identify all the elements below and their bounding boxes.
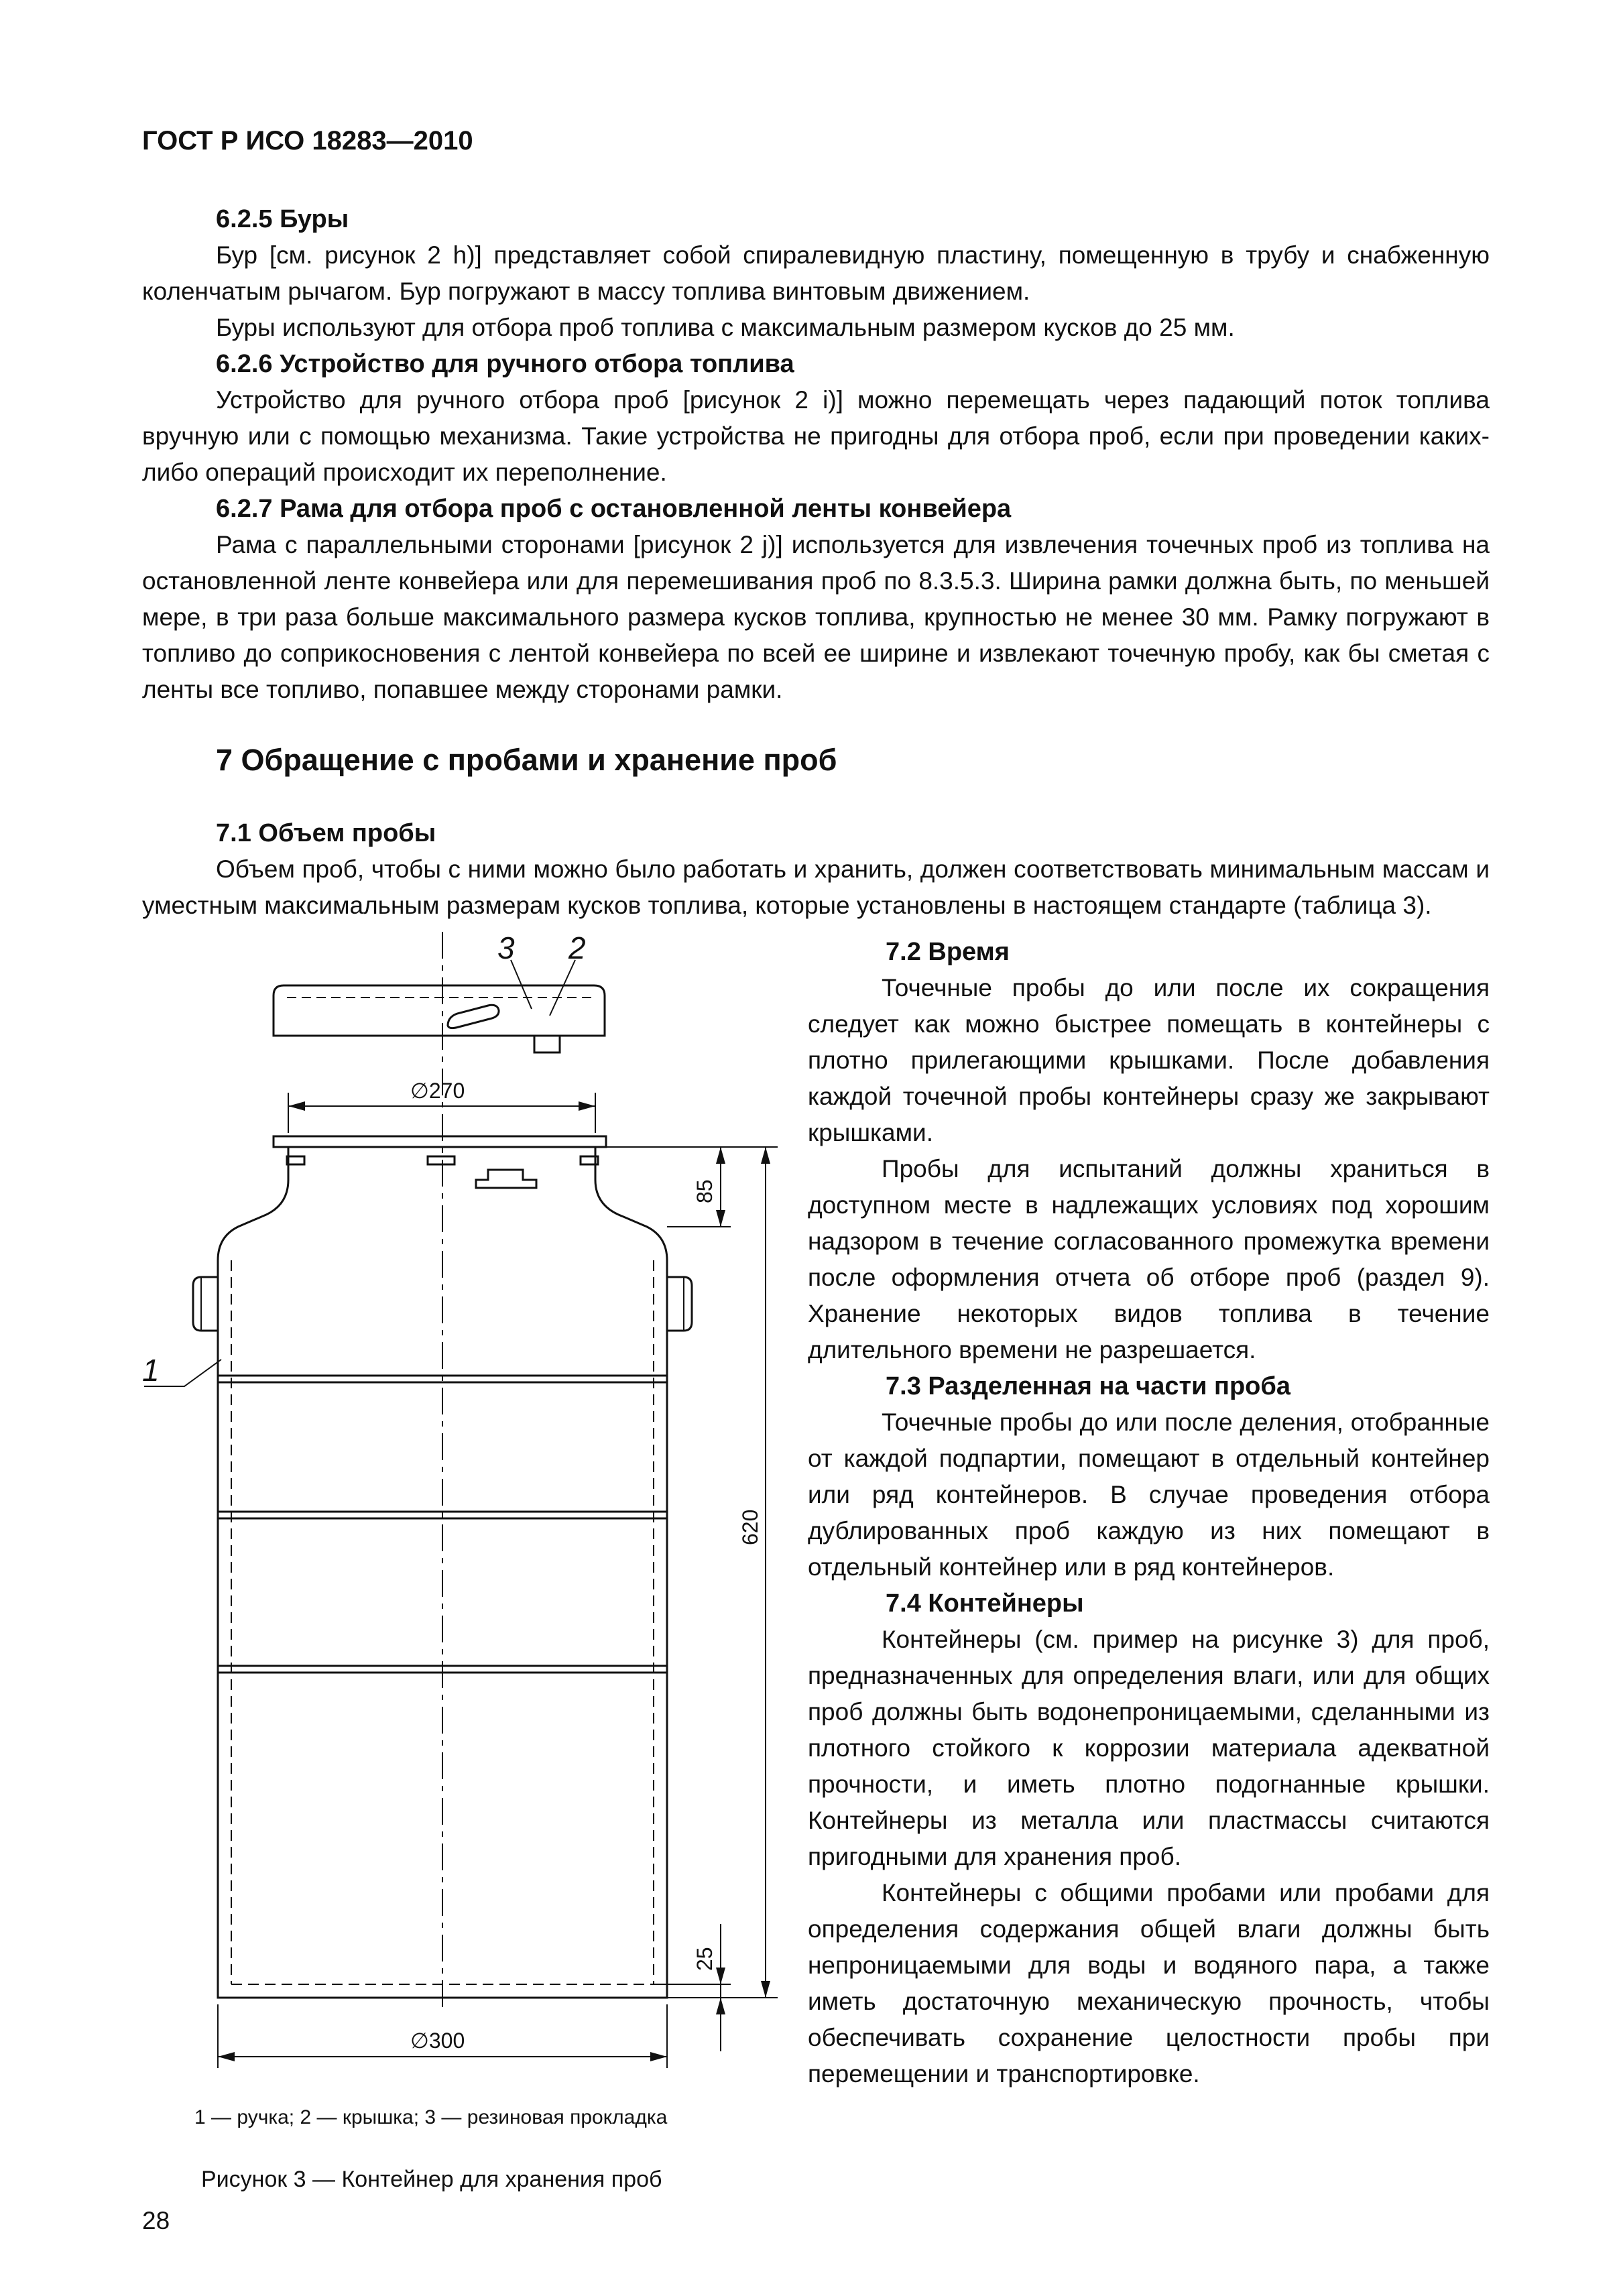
arrow-bh-bottom <box>716 1998 725 2014</box>
section-6-2-6-paragraph-1: Устройство для ручного отбора проб [рисунок 2 i)] можно перемещать через падающий поток топлива вручную или с помощью механизма. Такие устройства не пригодны для отбора проб, если при проведении каких-либо операций происходит их переполнение. <box>142 386 1490 486</box>
figure-legend <box>194 2106 744 2129</box>
arrow-bh-top <box>716 1968 725 1984</box>
arrow-total-bottom <box>761 1981 770 1998</box>
neck-latch <box>476 1170 536 1188</box>
section-6-2-5-paragraph-2: Буры используют для отбора проб топлива с максимальным размером кусков до 25 мм. <box>216 314 1235 341</box>
section-6-2-6-title: 6.2.6 Устройство для ручного отбора топлива <box>216 350 794 378</box>
upper-text-block <box>142 201 1490 924</box>
section-7-4-title: 7.4 Контейнеры <box>886 1589 1084 1618</box>
section-7-title: 7 Обращение с пробами и хранение проб <box>216 743 837 777</box>
section-7-2-paragraph-2: Пробы для испытаний должны храниться в доступном месте в надлежащих условиях под хорошим надзором в течение согласованного промежутка времени после оформления отчета об отборе проб (раздел 9). Хранение некоторых видов топлива в течение длительного времени не разрешается. <box>808 1155 1490 1364</box>
arrow-top-left <box>288 1101 305 1111</box>
arrow-neck-top <box>716 1147 725 1164</box>
container-figure <box>121 918 804 2098</box>
section-6-2-7-paragraph-1: Рама с параллельными сторонами [рисунок 2 j)] используется для извлечения точечных проб из топлива на остановленной ленте конвейера или для перемешивания проб по 8.3.5.3. Ширина рамки должна быть, по меньшей мере, в три раза больше максимального размера кусков топлива, крупностью не менее 30 мм. Рамку погружают в топливо до соприкосновения с лентой конвейера по всей ее ширине и извлекают точечную пробу, как бы сметая с ленты все топливо, попавшее между сторонами рамки. <box>142 531 1490 703</box>
neck-slot-center <box>428 1156 455 1164</box>
neck-slot-left <box>287 1156 304 1164</box>
lid-outline <box>274 985 605 1036</box>
right-text-column <box>808 934 1490 2092</box>
section-7-1-title: 7.1 Объем пробы <box>216 819 436 847</box>
section-7-4-paragraph-1: Контейнеры (см. пример на рисунке 3) для проб, предназначенных для определения влаги, или для общих проб должны быть водонепроницаемыми, сделанными из плотного стойкого к коррозии материала адекватной прочности, и иметь плотно подогнанные крышки. Контейнеры из металла или пластмассы считаются пригодными для хранения проб. <box>808 1626 1490 1870</box>
page-number: 28 <box>142 2207 170 2234</box>
dim-bottom-diameter-label: ∅300 <box>410 2029 465 2053</box>
callout-2-label: 2 <box>568 930 586 965</box>
arrow-neck-bottom <box>716 1210 725 1227</box>
section-7-4-paragraph-2: Контейнеры с общими пробами или пробами для определения содержания общей влаги должны быть непроницаемыми для воды и водяного пара, а также иметь достаточную механическую прочность, чтобы обеспечивать сохранение целостности пробы при перемещении и транспортировке. <box>808 1879 1490 2088</box>
handle-right <box>667 1277 692 1331</box>
dim-bottom-height-label: 25 <box>693 1947 717 1971</box>
lid-gasket-slot <box>448 1005 499 1028</box>
callout-1-label: 1 <box>142 1353 160 1388</box>
dim-top-diameter-label: ∅270 <box>410 1079 465 1103</box>
section-6-2-5-title: 6.2.5 Буры <box>216 205 349 233</box>
arrow-bottom-left <box>218 2052 235 2061</box>
arrow-total-top <box>761 1147 770 1164</box>
section-7-2-paragraph-1: Точечные пробы до или после их сокращения следует как можно быстрее помещать в контейнеры с плотно прилегающими крышками. После добавления каждой точечной пробы контейнеры сразу же закрывают крышками. <box>808 974 1490 1146</box>
section-6-2-7-title: 6.2.7 Рама для отбора проб с остановленной ленты конвейера <box>216 495 1012 523</box>
section-7-3-paragraph-1: Точечные пробы до или после деления, отобранные от каждой подпартии, помещают в отдельный контейнер или ряд контейнеров. В случае проведения отбора дублированных проб каждую из них помещают в отдельный контейнер или в ряд контейнеров. <box>808 1408 1490 1581</box>
figure-caption: Рисунок 3 — Контейнер для хранения проб <box>201 2167 662 2192</box>
dim-neck-height-label: 85 <box>693 1179 717 1203</box>
top-flange <box>274 1136 606 1147</box>
figure-legend-text: 1 — ручка; 2 — крышка; 3 — резиновая прокладка <box>194 2106 668 2128</box>
callout-2-leader <box>550 960 575 1016</box>
section-6-2-5-paragraph-1: Бур [см. рисунок 2 h)] представляет собой спиралевидную пластину, помещенную в трубу и снабженную коленчатым рычагом. Бур погружают в массу топлива винтовым движением. <box>142 241 1490 305</box>
section-7-3-title: 7.3 Разделенная на части проба <box>886 1372 1290 1400</box>
section-7-1-paragraph-1: Объем проб, чтобы с ними можно было работать и хранить, должен соответствовать минимальным массам и уместным максимальным размерам кусков топлива, которые установлены в настоящем стандарте (таблица 3). <box>142 855 1490 919</box>
lid-plug <box>534 1036 560 1052</box>
handle-left <box>193 1277 218 1331</box>
document-header: ГОСТ Р ИСО 18283—2010 <box>142 126 473 156</box>
callout-3-label: 3 <box>497 930 515 965</box>
arrow-bottom-right <box>650 2052 667 2061</box>
arrow-top-right <box>579 1101 595 1111</box>
section-7-2-title: 7.2 Время <box>886 938 1010 966</box>
dim-total-height-label: 620 <box>738 1509 762 1545</box>
